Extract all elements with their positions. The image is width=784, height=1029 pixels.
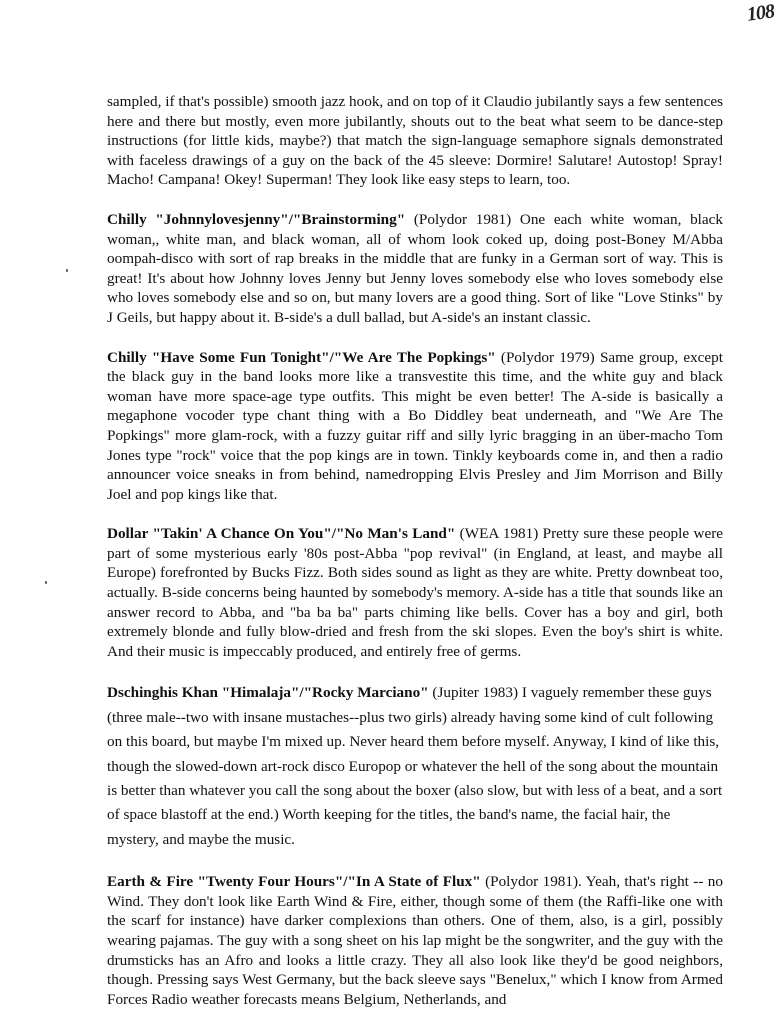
review-text: (Polydor 1981). Yeah, that's right -- no Wind. They don't look like Earth Wind & Fire, either, though some of them (the Raffi-like one with the scarf for instance) have darker complexions than others. One of them, also, is a girl, possibly wearing pajamas. The guy with a song sheet on his lap might be the songwriter, and the guy with the drumsticks has an Afro and looks a little crazy. They all also look like they'd be good neighbors, though. Pressing says West Germany, but the back sleeve says "Benelux," which I know from Armed Forces Radio weather forecasts means Belgium, Netherlands, and: [107, 873, 723, 1008]
review-chilly-have-some-fun: [107, 348, 723, 505]
scan-speck: [66, 269, 68, 272]
review-chilly-johnnylovesjenny: [107, 210, 723, 328]
review-heading: Dollar "Takin' A Chance On You"/"No Man's Land": [107, 525, 456, 543]
scan-speck: [45, 581, 47, 584]
review-heading: Dschinghis Khan "Himalaja"/"Rocky Marciano": [107, 684, 429, 702]
review-text: (Polydor 1981) One each white woman, black woman,, white man, and black woman, all of whom look coked up, doing post-Boney M/Abba oompah-disco with sort of rap breaks in the middle that are funky in a German sort of way. This is great! It's about how Johnny loves Jenny but Jenny loves somebody else who loves somebody else who loves somebody else and so on, but many lovers are a good thing. Sort of like "Love Stinks" by J Geils, but happy about it. B-side's a dull ballad, but A-side's an instant classic.: [107, 210, 723, 326]
review-heading: Earth & Fire "Twenty Four Hours"/"In A State of Flux": [107, 873, 481, 891]
page-number: 108: [745, 0, 776, 26]
review-heading: Chilly "Have Some Fun Tonight"/"We Are The Popkings": [107, 348, 496, 366]
review-heading: Chilly "Johnnylovesjenny"/"Brainstorming": [107, 210, 406, 228]
review-dschinghis-khan: [107, 681, 723, 852]
review-text: (Jupiter 1983) I vaguely remember these guys (three male--two with insane mustaches--plus two girls) already having some kind of cult following on this board, but maybe I'm mixed up. Never heard them before myself. Anyway, I kind of like this, though the slowed-down art-rock disco Europop or whatever the hell of the song about the mountain is better than whatever you call the song about the boxer (also slow, but with less of a beat, and a sort of space blastoff at the end.) Worth keeping for the titles, the band's name, the facial hair, the mystery, and maybe the music.: [107, 684, 723, 848]
paragraph-intro: [107, 92, 723, 190]
review-text: (WEA 1981) Pretty sure these people were part of some mysterious early '80s post-Abba "pop revival" (in England, at least, and maybe all Europe) forefronted by Bucks Fizz. Both sides sound as light as they are white. Pretty downbeat too, actually. B-side concerns being haunted by somebody's memory. A-side has a title that sounds like an answer record to Abba, and "ba ba ba" parts chiming like bells. Cover has a boy and girl, both extremely blonde and fully blow-dried and fresh from the ski slopes. Even the boy's shirt is white. And their music is impeccably produced, and entirely free of germs.: [107, 525, 723, 660]
review-dollar: [107, 524, 723, 661]
paragraph-text: sampled, if that's possible) smooth jazz hook, and on top of it Claudio jubilantly says a few sentences here and there but mostly, even more jubilantly, shouts out to the beat what seem to be dance-step instructions (for little kids, maybe?) that match the sign-language semaphore signals demonstrated with faceless drawings of a guy on the back of the 45 sleeve: Dormire! Salutare! Autostop! Spray! Macho! Campana! Okey! Superman! They look like easy steps to learn, too.: [107, 93, 723, 189]
review-earth-and-fire: [107, 872, 723, 1009]
review-text: (Polydor 1979) Same group, except the black guy in the band looks more like a transvestite this time, and the white guy and black woman have more space-age type outfits. This might be even better! The A-side is basically a megaphone vocoder type chant thing with a Bo Diddley beat underneath, and "We Are The Popkings" more glam-rock, with a fuzzy guitar riff and silly lyric bragging in an über-macho Tom Jones type "rock" voice that the pop kings are in town. Tinkly keyboards come in, and then a radio announcer voice sneaks in from behind, namedropping Elvis Presley and Jim Morrison and Billy Joel and pop kings like that.: [107, 348, 723, 503]
document-body: [107, 92, 723, 1029]
